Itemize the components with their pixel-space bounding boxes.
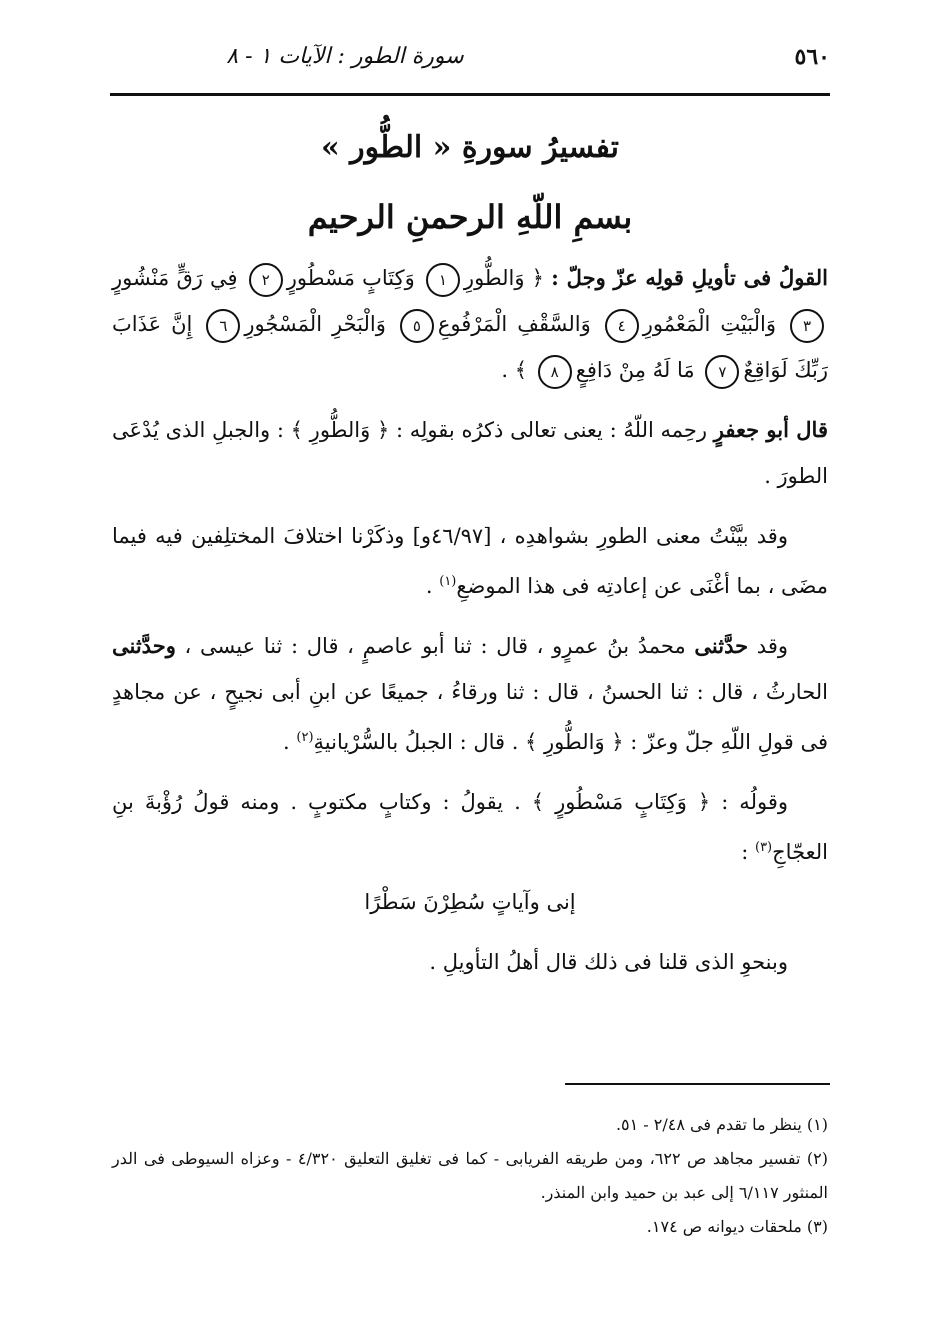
paragraph-text: رحِمه اللّهُ : يعنى تعالى ذكرُه بقولِه : ﴿ وَالطُّورِ ﴾ : والجبلِ الذى يُدْعَى الطورَ . <box>112 418 828 488</box>
paragraph-end: . <box>425 574 440 598</box>
verse-text: وَالسَّقْفِ الْمَرْفُوعِ <box>437 312 591 336</box>
hadith-lead: وحدَّثنى <box>112 633 176 658</box>
hadith-lead: حدَّثنى <box>694 633 749 658</box>
verse-text: إِنَّ عَذَابَ رَبِّكَ لَوَاقِعٌ <box>112 312 828 382</box>
paragraph-text-span: الحارثُ ، قال : ثنا الحسنُ ، قال : ثنا ورقاءُ ، جميعًا عن ابنِ أبى نجيحٍ ، عن مجاهدٍ فى قولِ اللّهِ جلّ وعزّ : ﴿ وَالطُّورِ ﴾ . قال : الجبلُ بالسُّرْيانيةِ <box>112 680 828 754</box>
paragraph-end: : <box>741 840 755 864</box>
verse-text: وَكِتَابٍ مَسْطُورٍ <box>286 266 415 290</box>
ayah-number-marker: ٤ <box>605 309 639 343</box>
page-header <box>110 40 830 88</box>
ayah-number-marker: ٥ <box>400 309 434 343</box>
verse-text: مَا لَهُ مِنْ دَافِعٍ <box>575 358 695 382</box>
footnote-ref: (١) <box>439 574 457 589</box>
running-title: سورة الطور : الآيات ١ - ٨ <box>226 44 464 69</box>
ayah-number-marker: ٢ <box>249 263 283 297</box>
author-name: قال أبو جعفرٍ <box>713 417 828 442</box>
paragraph-text-span: وقد <box>748 634 788 658</box>
paragraph-commentary <box>112 407 828 499</box>
footnote: (٢) تفسير مجاهد ص ٦٢٢، ومن طريقه الفريابى - كما فى تغليق التعليق ٤/٣٢٠ - وعزاه السيوطى فى الدر المنثور ٦/١١٧ إلى عبد بن حميد وابن المنذر. <box>112 1149 829 1202</box>
paragraph-text <box>112 779 828 875</box>
paragraph-text-span: محمدُ بنُ عمرٍو ، قال : ثنا أبو عاصمٍ ، قال : ثنا عيسى ، <box>175 634 695 658</box>
footnote-rule <box>565 1083 830 1085</box>
verse-text: وَالْبَحْرِ الْمَسْجُورِ <box>244 312 386 336</box>
footnote-ref: (٢) <box>296 730 314 745</box>
header-rule <box>110 93 830 96</box>
paragraph-lead: القولُ فى تأويلِ قولِه عزّ وجلّ : <box>551 265 828 290</box>
paragraph-verses <box>112 255 828 393</box>
footnote: (١) ينظر ما تقدم فى ٢/٤٨ - ٥١. <box>615 1115 828 1134</box>
basmala: بسمِ اللّهِ الرحمنِ الرحيم <box>307 198 633 236</box>
ayah-number-marker: ٣ <box>790 309 824 343</box>
ayah-number-marker: ٨ <box>538 355 572 389</box>
paragraph-end: . <box>283 730 297 754</box>
paragraph-text <box>112 513 828 609</box>
paragraph-text: وبنحوِ الذى قلنا فى ذلك قال أهلُ التأويلِ . <box>429 950 788 974</box>
footnotes <box>112 1108 828 1244</box>
poetry-verse: إنى وآياتٍ سُطِرْنَ سَطْرًا <box>364 890 576 914</box>
verse-text: فِي رَقٍّ مَنْشُورٍ <box>112 266 238 290</box>
surah-title: تفسيرُ سورةِ « الطُّور » <box>320 130 620 165</box>
ayah-number-marker: ١ <box>426 263 460 297</box>
ayah-number-marker: ٧ <box>705 355 739 389</box>
main-text <box>112 255 828 999</box>
ayah-number-marker: ٦ <box>206 309 240 343</box>
footnote-ref: (٣) <box>754 840 773 855</box>
page-number: ٥٦٠ <box>794 44 830 70</box>
verse-close: ﴾ . <box>501 358 527 382</box>
verse-text: وَالْبَيْتِ الْمَعْمُورِ <box>642 312 776 336</box>
paragraph-isnad <box>112 623 828 765</box>
footnote: (٣) ملحقات ديوانه ص ١٧٤. <box>646 1217 828 1236</box>
paragraph-text-span: وقد بيَّنْتُ معنى الطورِ بشواهدِه ، [٤٦/٩٧و] وذكَرْنا اختلافَ المختلِفين فيه فيما مضَى ، بما أغْنَى عن إعادتِه فى هذا الموضعِ <box>112 524 828 598</box>
verse-text: ﴿ وَالطُّورِ <box>463 266 544 290</box>
paragraph-text-span: وقولُه : ﴿ وَكِتَابٍ مَسْطُورٍ ﴾ . يقولُ : وكتابٍ مكتوبٍ . ومنه قولُ رُؤْبةَ بنِ العجّاجِ <box>112 790 828 864</box>
